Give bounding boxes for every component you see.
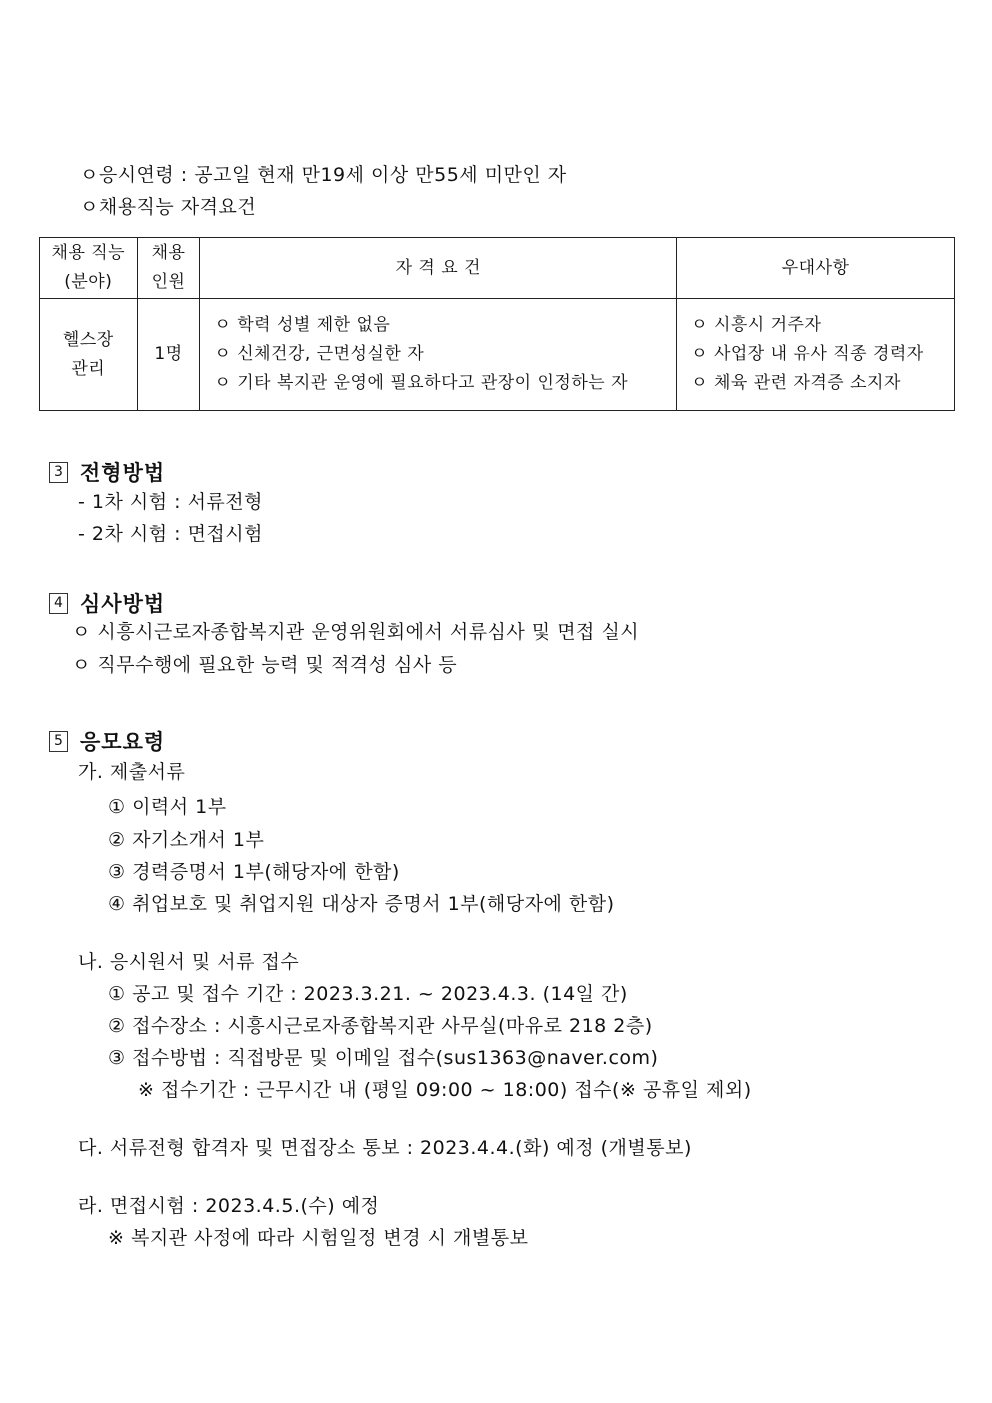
reception-item: ③ 접수방법 : 직접방문 및 이메일 접수(sus1363@naver.com) [108, 1047, 659, 1069]
section3-item: - 1차 시험 : 서류전형 [78, 491, 263, 513]
section3-item: - 2차 시험 : 면접시험 [78, 523, 263, 545]
document-result-notice: 다. 서류전형 합격자 및 면접장소 통보 : 2023.4.4.(화) 예정 (개별통보) [78, 1137, 692, 1159]
requirement-item: ㅇ 학력 성별 제한 없음 [214, 315, 391, 335]
header-job [40, 238, 138, 299]
schedule-change-note: ※ 복지관 사정에 따라 시험일정 변경 시 개별통보 [108, 1227, 529, 1249]
header-job-line1: 채용 직능 [51, 243, 126, 263]
header-job-line2: (분야) [64, 272, 113, 292]
requirement-item: ㅇ 기타 복지관 운영에 필요하다고 관장이 인정하는 자 [214, 373, 629, 393]
section3-number: 3 [49, 462, 68, 483]
interview-date: 라. 면접시험 : 2023.4.5.(수) 예정 [78, 1195, 380, 1217]
cell-job-line2: 관리 [71, 358, 106, 379]
cell-preferences [677, 299, 955, 411]
submission-doc-item: ① 이력서 1부 [108, 796, 227, 818]
header-requirements: 자 격 요 건 [200, 238, 677, 299]
section4-item: ㅇ 직무수행에 필요한 능력 및 적격성 심사 등 [72, 654, 458, 676]
cell-job [40, 299, 138, 411]
preference-item: ㅇ 사업장 내 유사 직종 경력자 [691, 344, 924, 364]
age-requirement: ㅇ응시연령 : 공고일 현재 만19세 이상 만55세 미만인 자 [80, 164, 567, 186]
requirements-table [39, 237, 955, 411]
section4-item: ㅇ 시흥시근로자종합복지관 운영위원회에서 서류심사 및 면접 실시 [72, 621, 640, 643]
header-preferences: 우대사항 [677, 238, 955, 299]
section4-number: 4 [49, 593, 68, 614]
preference-item: ㅇ 체육 관련 자격증 소지자 [691, 373, 901, 393]
qualification-heading: ㅇ채용직능 자격요건 [80, 196, 257, 218]
section5-title: 응모요령 [80, 730, 166, 754]
submission-doc-item: ④ 취업보호 및 취업지원 대상자 증명서 1부(해당자에 한함) [108, 893, 615, 915]
section5-number: 5 [49, 731, 68, 752]
table-header-row [40, 238, 955, 299]
reception-item: ① 공고 및 접수 기간 : 2023.3.21. ~ 2023.4.3. (14일 간) [108, 983, 628, 1005]
cell-requirements [200, 299, 677, 411]
section3-heading [49, 457, 165, 487]
reception-item: ② 접수장소 : 시흥시근로자종합복지관 사무실(마유로 218 2층) [108, 1015, 653, 1037]
submission-doc-item: ② 자기소개서 1부 [108, 829, 265, 851]
section3-title: 전형방법 [80, 461, 166, 485]
section4-heading [49, 588, 165, 618]
submission-docs-title: 가. 제출서류 [78, 761, 186, 783]
cell-count: 1명 [137, 299, 200, 411]
reception-note: ※ 접수기간 : 근무시간 내 (평일 09:00 ~ 18:00) 접수(※ 공휴일 제외) [138, 1079, 752, 1101]
requirement-item: ㅇ 신체건강, 근면성실한 자 [214, 344, 425, 364]
submission-doc-item: ③ 경력증명서 1부(해당자에 한함) [108, 861, 400, 883]
cell-job-line1: 헬스장 [62, 329, 114, 350]
header-count-line1: 채용 [151, 243, 186, 263]
section4-title: 심사방법 [80, 592, 166, 616]
table-row [40, 299, 955, 411]
header-count-line2: 인원 [151, 272, 186, 292]
section5-heading [49, 726, 165, 756]
header-count [137, 238, 200, 299]
reception-title: 나. 응시원서 및 서류 접수 [78, 951, 300, 973]
preference-item: ㅇ 시흥시 거주자 [691, 315, 822, 335]
